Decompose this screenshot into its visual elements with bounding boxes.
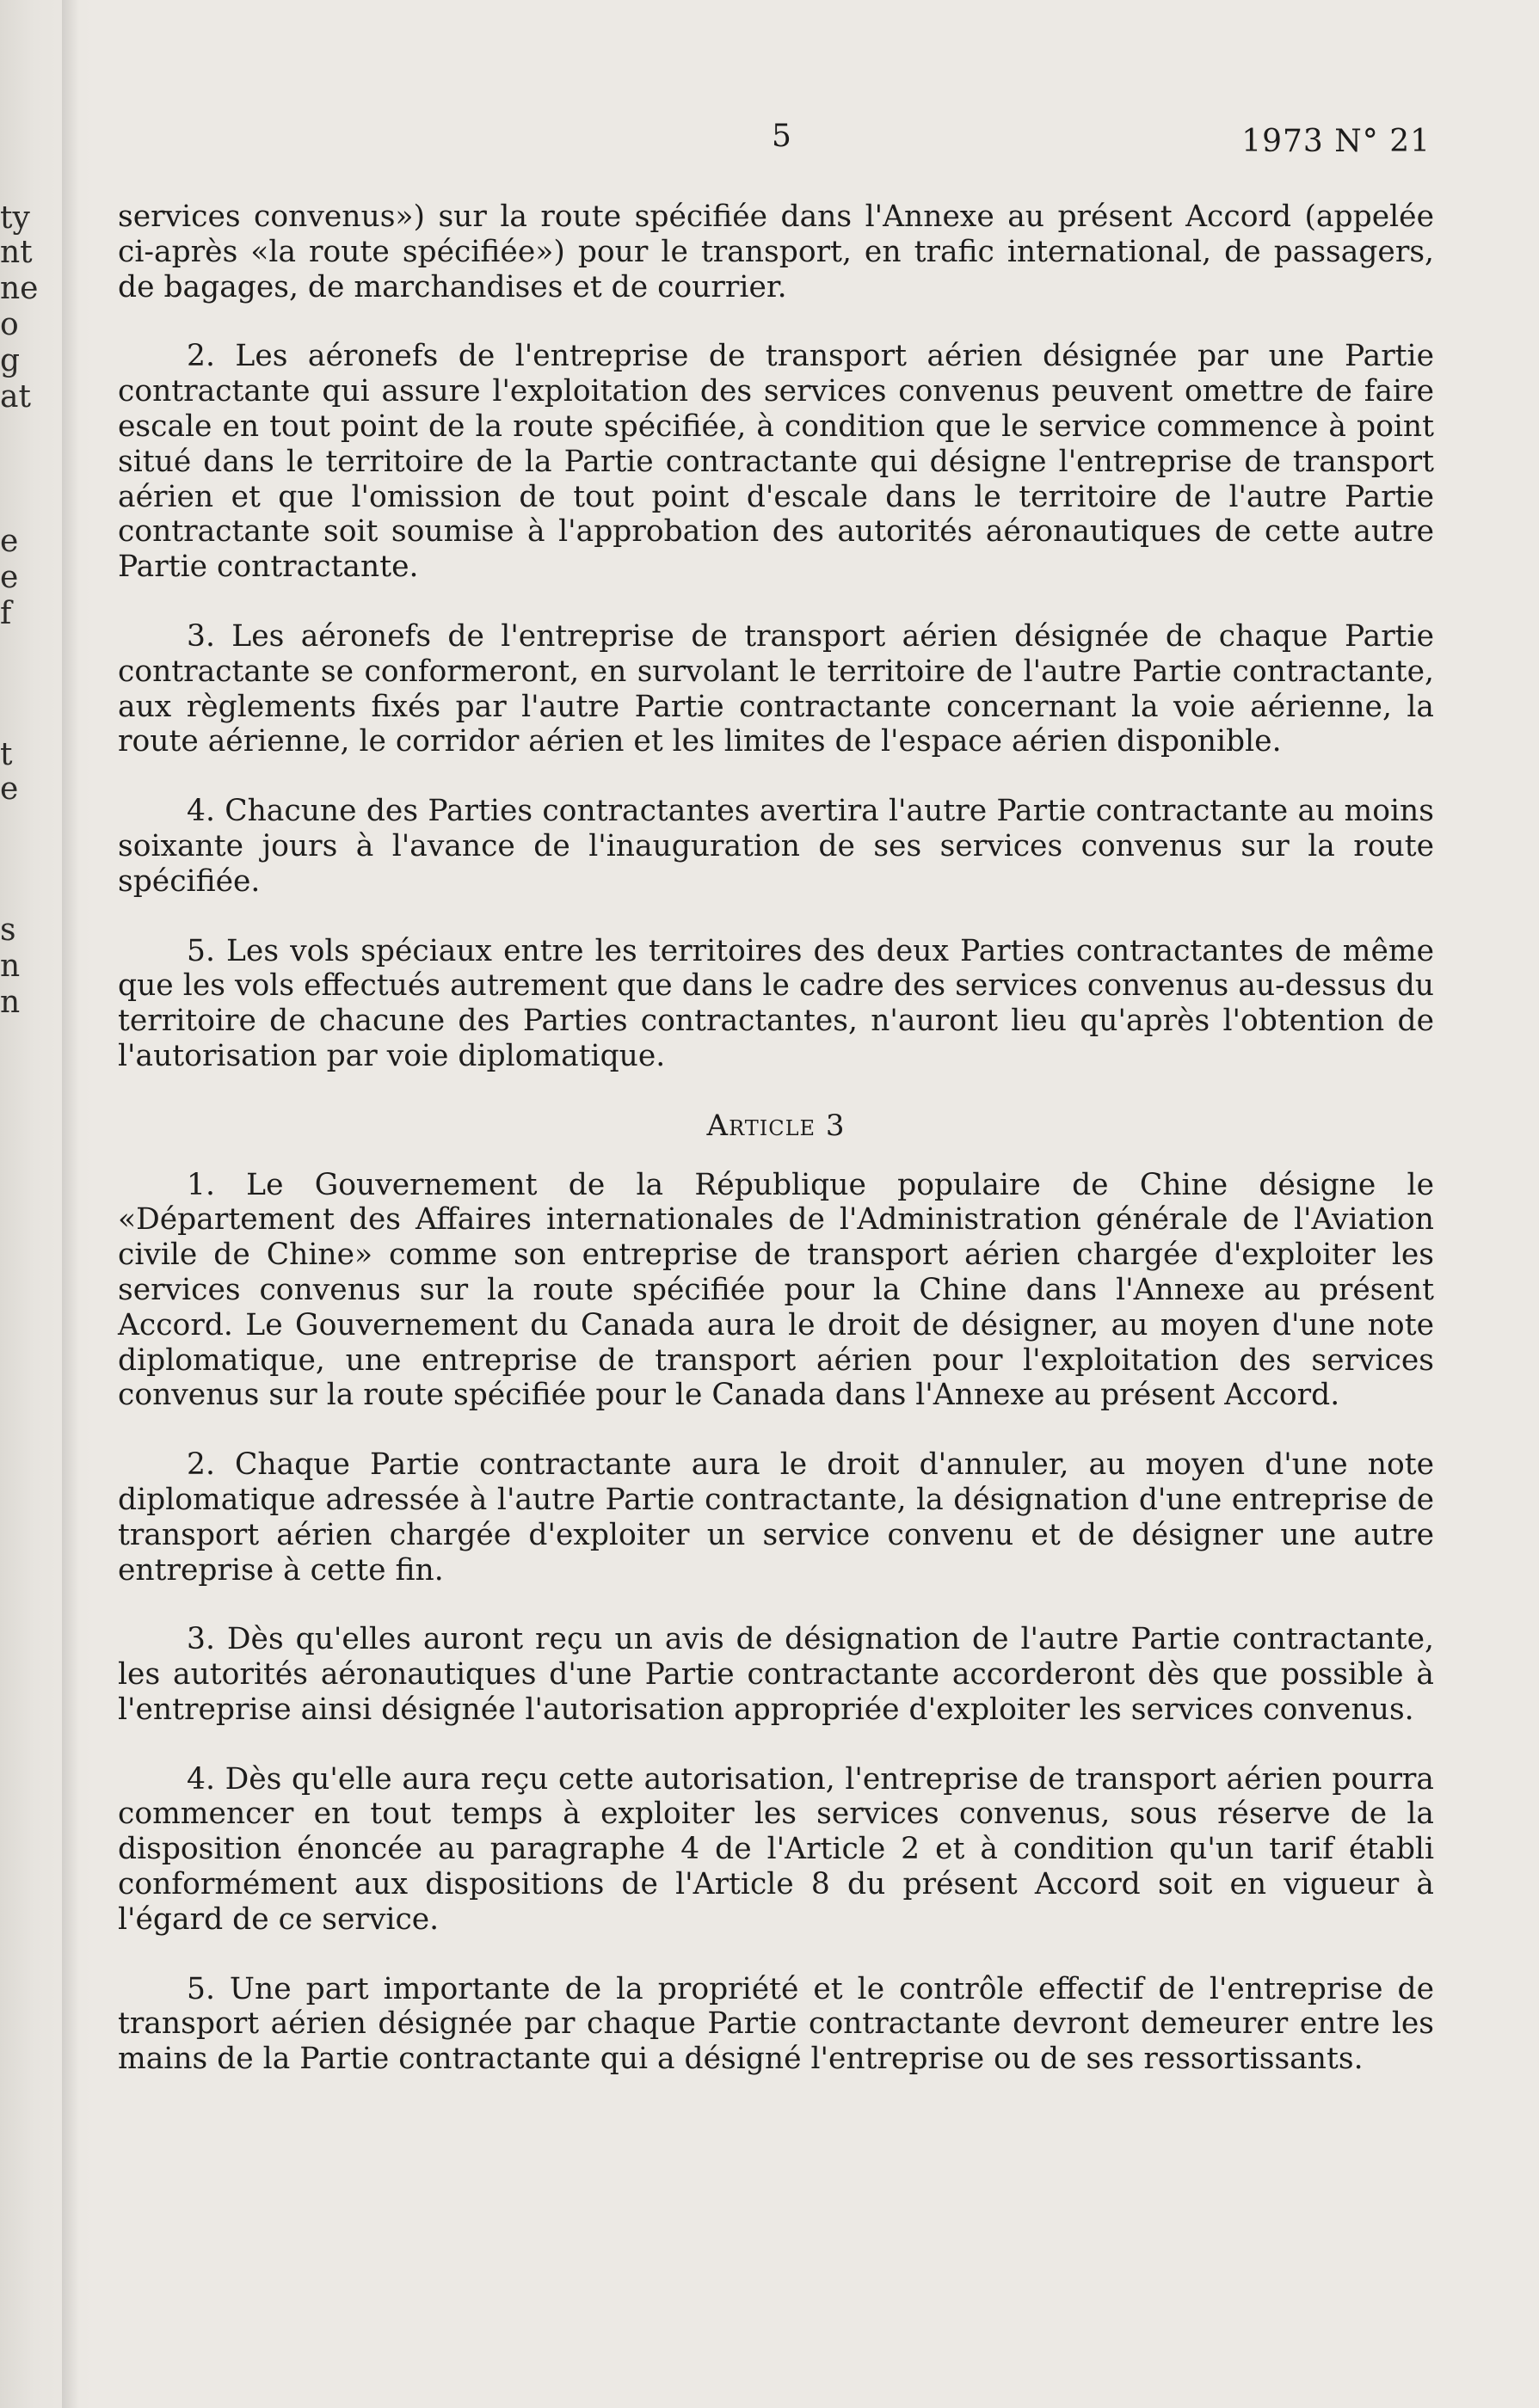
margin-fragment: f [0,596,12,631]
margin-fragment: e [0,560,19,595]
margin-fragment: ty [0,200,30,236]
margin-fragment: s [0,912,16,948]
article2-paragraph-5: 5. Les vols spéciaux entre les territoires des deux Parties contractantes de même que les vols effectués autrement que dans le cadre des services convenus au-dessus du territoire de chacune des Parties contractantes, n'auront lieu qu'après l'obtention de l'autorisation par voie diplomatique. [118,933,1434,1073]
document-reference: 1973 N° 21 [1241,124,1431,159]
margin-fragment: ne [0,271,39,306]
margin-fragment: e [0,524,19,559]
article3-paragraph-4: 4. Dès qu'elle aura reçu cette autorisation, l'entreprise de transport aérien pourra commencer en tout temps à exploiter les services convenus, sous réserve de la disposition énoncée au paragraphe 4 de l'Article 2 et à condition qu'un tarif établi conformément aux dispositions de l'Article 8 du présent Accord soit en vigueur à l'égard de ce service. [118,1761,1434,1937]
margin-fragment: at [0,379,31,415]
article3-paragraph-2: 2. Chaque Partie contractante aura le droit d'annuler, au moyen d'une note diplomatique adressée à l'autre Partie contractante, la désignation d'une entreprise de transport aérien chargée d'exploiter un service convenu et de désigner une autre entreprise à cette fin. [118,1447,1434,1588]
margin-fragment: n [0,985,21,1020]
article3-paragraph-5: 5. Une part importante de la propriété et le contrôle effectif de l'entreprise de transport aérien désignée par chaque Partie contractante devront demeurer entre les mains de la Partie contractante qui a désigné l'entreprise ou de ses ressortissants. [118,1971,1434,2077]
article3-paragraph-3: 3. Dès qu'elles auront reçu un avis de désignation de l'autre Partie contractante, les autorités aéronautiques d'une Partie contractante accorderont dès que possible à l'entreprise ainsi désignée l'autorisation appropriée d'exploiter les services convenus. [118,1622,1434,1727]
page-number: 5 [772,119,791,154]
margin-fragment: e [0,771,19,807]
page-header [0,119,1539,167]
article2-paragraph-2: 2. Les aéronefs de l'entreprise de transport aérien désignée par une Partie contractante qui assure l'exploitation des services convenus peuvent omettre de faire escale en tout point de la route spécifiée, à condition que le service commence à point situé dans le territoire de la Partie contractante qui désigne l'entreprise de transport aérien et que l'omission de tout point d'escale dans le territoire de l'autre Partie contractante soit soumise à l'approbation des autorités aéronautiques de cette autre Partie contractante. [118,339,1434,585]
article-3-heading: Article 3 [706,1108,846,1143]
paragraph-continuation: services convenus») sur la route spécifiée dans l'Annexe au présent Accord (appelée ci-après «la route spécifiée») pour le transport, en trafic international, de passagers, de bagages, de marchandises et de courrier. [118,200,1434,304]
margin-fragment: t [0,737,13,772]
article3-paragraph-1: 1. Le Gouvernement de la République populaire de Chine désigne le «Département des Affaires internationales de l'Administration générale de l'Aviation civile de Chine» comme son entreprise de transport aérien chargée d'exploiter les services convenus sur la route spécifiée pour la Chine dans l'Annexe au présent Accord. Le Gouvernement du Canada aura le droit de désigner, au moyen d'une note diplomatique, une entreprise de transport aérien pour l'exploitation des services convenus sur la route spécifiée pour le Canada dans l'Annexe au présent Accord. [118,1167,1434,1413]
adjacent-page-margin [0,0,39,2408]
margin-fragment: g [0,343,21,378]
body-text [118,200,1434,2111]
binding-gutter-shadow [62,0,79,2408]
article2-paragraph-4: 4. Chacune des Parties contractantes avertira l'autre Partie contractante au moins soixante jours à l'avance de l'inauguration de ses services convenus sur la route spécifiée. [118,794,1434,899]
margin-fragment: o [0,307,19,342]
margin-fragment: n [0,949,21,984]
margin-fragment: nt [0,235,33,270]
article2-paragraph-3: 3. Les aéronefs de l'entreprise de transport aérien désignée de chaque Partie contractante se conformeront, en survolant le territoire de l'autre Partie contractante, aux règlements fixés par l'autre Partie contractante concernant la voie aérienne, la route aérienne, le corridor aérien et les limites de l'espace aérien disponible. [118,618,1434,759]
